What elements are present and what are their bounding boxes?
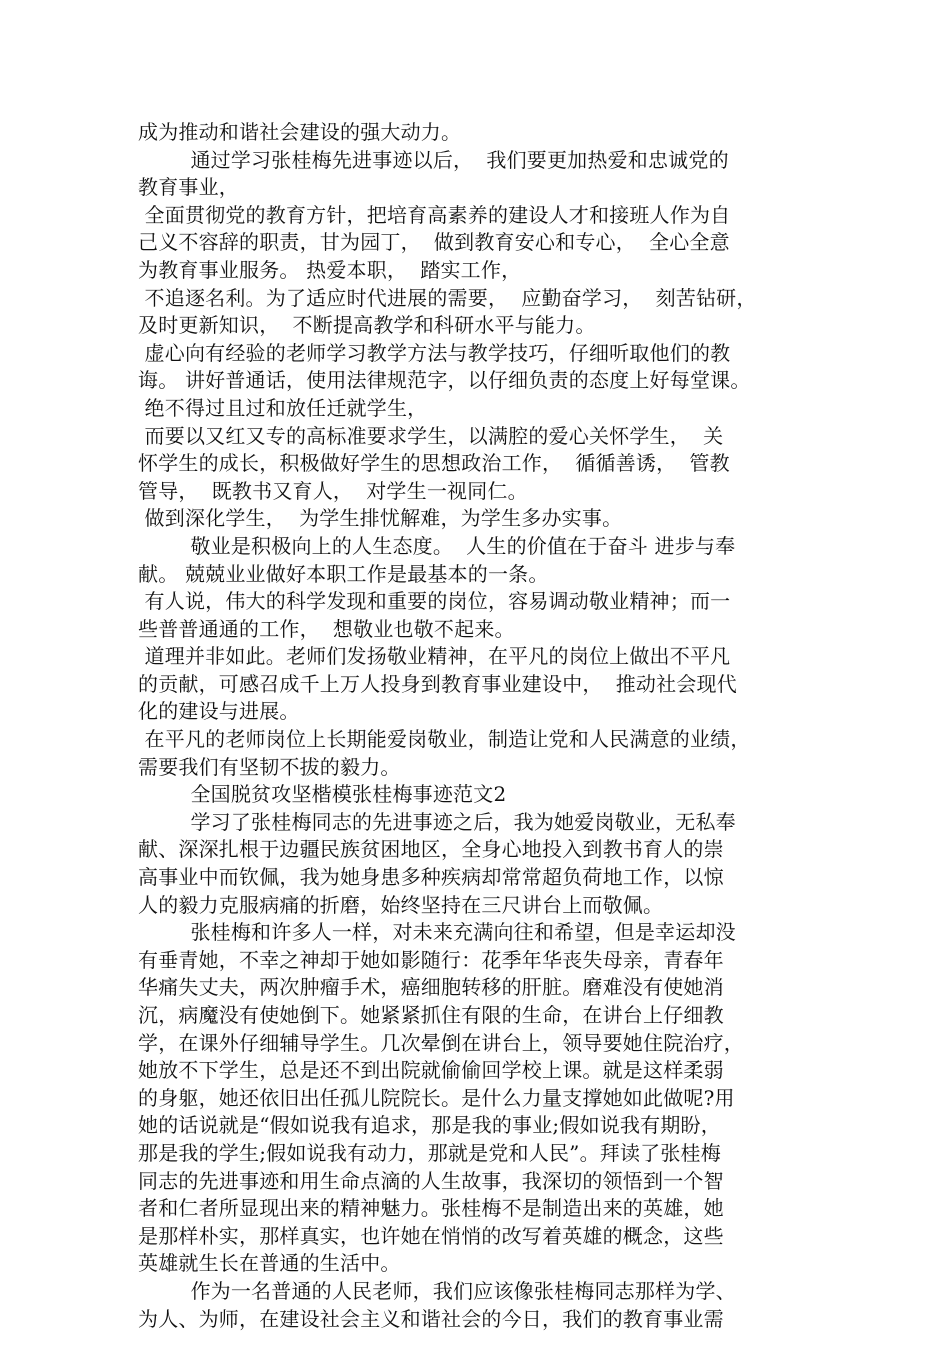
text-line: 全面贯彻党的教育方针，把培育高素养的建设人才和接班人作为自 [138,202,731,227]
text-line: 同志的先进事迹和用生命点滴的人生故事，我深切的领悟到一个智 [138,1168,724,1193]
text-line: 是那样朴实，那样真实，也许她在悄悄的改写着英雄的概念，这些 [138,1223,724,1248]
text-line: 有垂青她，不幸之神却于她如影随行：花季年华丧失母亲，青春年 [138,947,724,972]
text-line: 教育事业， [138,175,239,200]
text-line [138,1333,828,1361]
text-line: 在平凡的老师岗位上长期能爱岗敬业，制造让党和人民满意的业绩， [138,727,751,752]
text-line: 张桂梅和许多人一样，对未来充满向往和希望，但是幸运却没 [138,920,736,945]
text-line: 献、深深扎根于边疆民族贫困地区，全身心地投入到教书育人的崇 [138,837,724,862]
text-line: 有人说，伟大的科学发现和重要的岗位，容易调动敬业精神；而一 [138,589,731,614]
section-heading: 全国脱贫攻坚楷模张桂梅事迹范文2 [138,782,507,807]
text-line: 英雄就生长在普通的生活中。 [138,1251,401,1276]
text-line: 者和仁者所显现出来的精神魅力。张桂梅不是制造出来的英雄，她 [138,1196,724,1221]
text-line: 虚心向有经验的老师学习教学方法与教学技巧，仔细听取他们的教 [138,340,731,365]
text-line: 的身躯，她还依旧出任孤儿院院长。是什么力量支撑她如此做呢?用 [138,1085,735,1110]
text-line: 人的毅力克服病痛的折磨，始终坚持在三尺讲台上而敬佩。 [138,892,664,917]
text-line: 她的话说就是“假如说我有追求，那是我的事业;假如说我有期盼， [138,1113,721,1138]
text-line: 高事业中而钦佩，我为她身患多种疾病却常常超负荷地工作，以惊 [138,865,724,890]
text-line: 沉，病魔没有使她倒下。她紧紧抓住有限的生命，在讲台上仔细教 [138,1003,724,1027]
text-line: 那是我的学生;假如说我有动力，那就是党和人民”。拜读了张桂梅 [138,1140,721,1165]
text-line: 敬业是积极向上的人生态度。 人生的价值在于奋斗 进步与奉 [138,533,736,558]
text-line: 些普普通通的工作， 想敬业也敬不起来。 [138,616,515,641]
text-line: 的贡献，可感召成千上万人投身到教育事业建设中， 推动社会现代 [138,671,737,696]
text-line: 怀学生的成长，积极做好学生的思想政治工作， 循循善诱， 管教 [138,451,730,476]
text-line: 学习了张桂梅同志的先进事迹之后，我为她爱岗敬业，无私奉 [138,809,736,834]
text-line: 道理并非如此。老师们发扬敬业精神，在平凡的岗位上做出不平凡 [138,644,731,669]
text-line: 及时更新知识， 不断提高教学和科研水平与能力。 [138,313,596,338]
document-body [138,119,828,1361]
text-line: 不追逐名利。为了适应时代进展的需要， 应勤奋学习， 刻苦钻研， [138,285,757,310]
text-line: 作为一名普通的人民老师，我们应该像张桂梅同志那样为学、 [138,1278,736,1303]
text-line: 管导， 既教书又育人， 对学生一视同仁。 [138,478,528,503]
text-line: 学，在课外仔细辅导学生。几次晕倒在讲台上，领导要她住院治疗， [138,1030,744,1055]
text-line: 己义不容辞的职责，甘为园丁， 做到教育安心和专心， 全心全意 [138,230,730,255]
text-line: 诲。 讲好普通话，使用法律规范字，以仔细负责的态度上好每堂课。 [138,368,751,393]
text-line: 为人、为师，在建设社会主义和谐社会的今日，我们的教育事业需 [138,1306,724,1331]
text-line: 需要我们有坚韧不拔的毅力。 [138,754,401,779]
text-line: 绝不得过且过和放任迁就学生， [138,395,428,420]
text-line: 化的建设与进展。 [138,699,300,724]
text-line: 为教育事业服务。 热爱本职， 踏实工作， [138,257,522,282]
text-line: 她放不下学生，总是还不到出院就偷偷回学校上课。就是这样柔弱 [138,1058,724,1083]
text-line: 而要以又红又专的高标准要求学生，以满腔的爱心关怀学生， 关 [138,423,724,448]
text-line: 做到深化学生， 为学生排忧解难，为学生多办实事。 [138,506,623,531]
text-line: 通过学习张桂梅先进事迹以后， 我们要更加热爱和忠诚党的 [138,147,729,172]
text-line: 献。 兢兢业业做好本职工作是最基本的一条。 [138,561,549,586]
text-line: 华痛失丈夫，两次肿瘤手术，癌细胞转移的肝脏。磨难没有使她消 [138,975,724,1000]
text-line: 成为推动和谐社会建设的强大动力。 [138,120,462,144]
